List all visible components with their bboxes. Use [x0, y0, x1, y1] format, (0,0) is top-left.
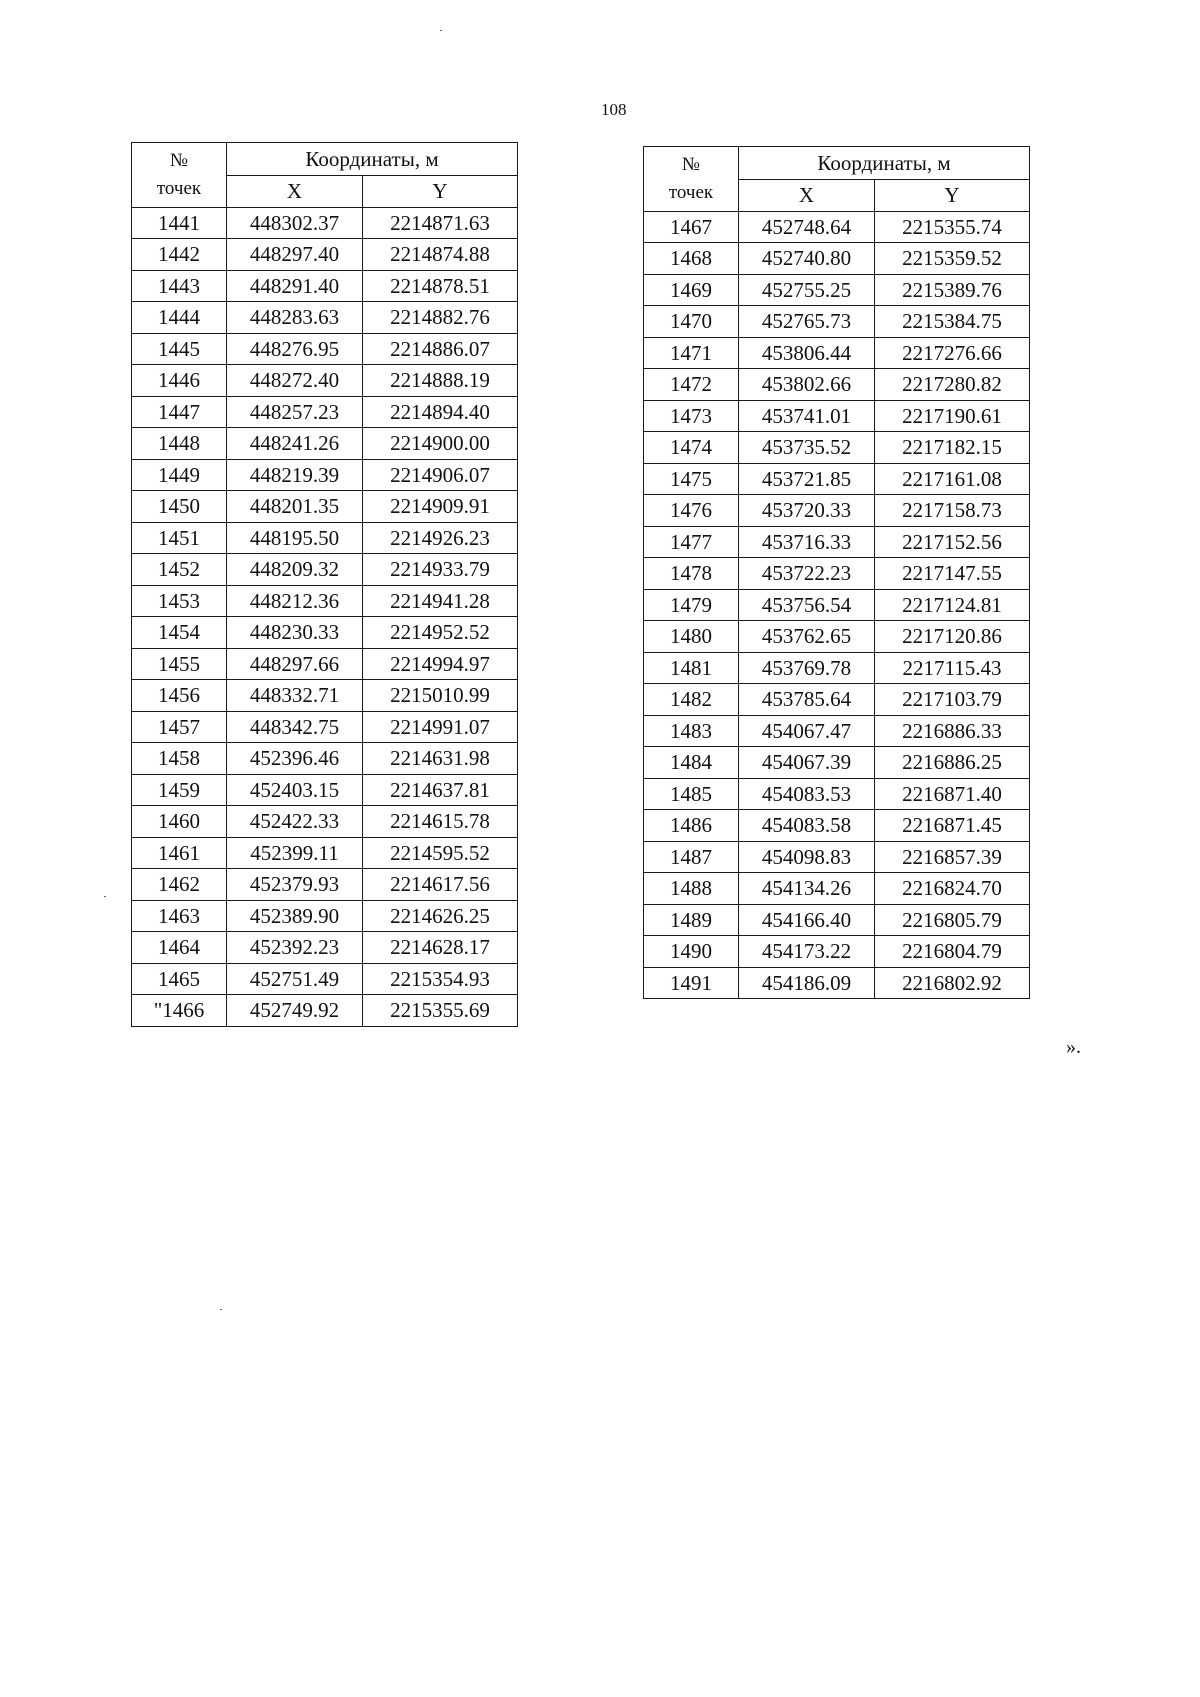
table-row	[132, 522, 518, 554]
x-coordinate-cell: 448332.71	[227, 680, 363, 712]
table-row	[644, 810, 1030, 842]
y-coordinate-cell: 2214595.52	[363, 837, 518, 869]
x-coordinate-cell: 448257.23	[227, 396, 363, 428]
y-coordinate-cell: 2215354.93	[363, 963, 518, 995]
point-number-cell: 1457	[132, 711, 227, 743]
scan-speck	[440, 30, 442, 31]
point-number-cell: 1471	[644, 337, 739, 369]
table-row	[644, 337, 1030, 369]
x-coordinate-cell: 452379.93	[227, 869, 363, 901]
table-row	[132, 302, 518, 334]
y-coordinate-cell: 2217147.55	[875, 558, 1030, 590]
y-coordinate-cell: 2216886.33	[875, 715, 1030, 747]
y-coordinate-cell: 2217280.82	[875, 369, 1030, 401]
table-row	[644, 400, 1030, 432]
y-coordinate-cell: 2214926.23	[363, 522, 518, 554]
point-number-cell: 1454	[132, 617, 227, 649]
table-row	[644, 621, 1030, 653]
y-coordinate-cell: 2214888.19	[363, 365, 518, 397]
point-number-cell: 1488	[644, 873, 739, 905]
point-number-cell: 1449	[132, 459, 227, 491]
x-coordinate-cell: 448241.26	[227, 428, 363, 460]
table-row	[132, 680, 518, 712]
table-body	[132, 207, 518, 1026]
point-number-header	[132, 143, 227, 208]
y-coordinate-cell: 2214933.79	[363, 554, 518, 586]
y-coordinate-cell: 2216871.45	[875, 810, 1030, 842]
table-row	[644, 463, 1030, 495]
point-number-word: точек	[156, 177, 202, 199]
table-row	[132, 617, 518, 649]
table-row	[644, 747, 1030, 779]
table-row	[132, 554, 518, 586]
point-number-cell: 1456	[132, 680, 227, 712]
x-coordinate-cell: 452740.80	[739, 243, 875, 275]
x-coordinate-cell: 452748.64	[739, 211, 875, 243]
y-coordinate-cell: 2217158.73	[875, 495, 1030, 527]
table-row	[644, 211, 1030, 243]
y-coordinate-cell: 2215359.52	[875, 243, 1030, 275]
table-row	[132, 900, 518, 932]
x-coordinate-cell: 452399.11	[227, 837, 363, 869]
point-number-cell: 1458	[132, 743, 227, 775]
table-row	[644, 715, 1030, 747]
point-number-cell: 1442	[132, 239, 227, 271]
y-coordinate-cell: 2215384.75	[875, 306, 1030, 338]
x-coordinate-cell: 454173.22	[739, 936, 875, 968]
table-body	[644, 211, 1030, 999]
x-coordinate-cell: 453756.54	[739, 589, 875, 621]
table-row	[644, 495, 1030, 527]
x-coordinate-cell: 454098.83	[739, 841, 875, 873]
y-coordinate-cell: 2217161.08	[875, 463, 1030, 495]
x-coordinate-cell: 452422.33	[227, 806, 363, 838]
coordinates-table-left	[131, 142, 518, 1027]
y-coordinate-cell: 2214941.28	[363, 585, 518, 617]
table-row	[644, 526, 1030, 558]
point-number-cell: 1469	[644, 274, 739, 306]
point-number-cell: 1482	[644, 684, 739, 716]
table-row	[644, 684, 1030, 716]
x-coordinate-cell: 453722.23	[739, 558, 875, 590]
point-number-cell: 1480	[644, 621, 739, 653]
table-row	[644, 306, 1030, 338]
x-coordinate-cell: 453785.64	[739, 684, 875, 716]
point-number-cell: 1446	[132, 365, 227, 397]
x-coordinate-cell: 448297.66	[227, 648, 363, 680]
x-coordinate-cell: 453720.33	[739, 495, 875, 527]
point-number-cell: 1485	[644, 778, 739, 810]
point-number-cell: 1452	[132, 554, 227, 586]
y-coordinate-cell: 2216804.79	[875, 936, 1030, 968]
x-coordinate-cell: 448209.32	[227, 554, 363, 586]
point-number-cell: 1483	[644, 715, 739, 747]
x-coordinate-cell: 448276.95	[227, 333, 363, 365]
x-coordinate-cell: 448291.40	[227, 270, 363, 302]
point-number-cell: 1465	[132, 963, 227, 995]
y-coordinate-cell: 2215355.74	[875, 211, 1030, 243]
x-coordinate-cell: 448342.75	[227, 711, 363, 743]
y-coordinate-cell: 2214991.07	[363, 711, 518, 743]
x-coordinate-cell: 452755.25	[739, 274, 875, 306]
point-number-cell: 1455	[132, 648, 227, 680]
y-coordinate-cell: 2214886.07	[363, 333, 518, 365]
table-row	[132, 491, 518, 523]
y-coordinate-cell: 2214628.17	[363, 932, 518, 964]
table-row	[132, 396, 518, 428]
y-column-header: Y	[875, 180, 1030, 212]
table-row	[132, 428, 518, 460]
y-coordinate-cell: 2214626.25	[363, 900, 518, 932]
y-coordinate-cell: 2214874.88	[363, 239, 518, 271]
point-number-cell: 1461	[132, 837, 227, 869]
y-coordinate-cell: 2214878.51	[363, 270, 518, 302]
x-coordinate-cell: 448219.39	[227, 459, 363, 491]
x-coordinate-cell: 448230.33	[227, 617, 363, 649]
y-coordinate-cell: 2217120.86	[875, 621, 1030, 653]
table-row	[644, 369, 1030, 401]
x-coordinate-cell: 452389.90	[227, 900, 363, 932]
y-coordinate-cell: 2217190.61	[875, 400, 1030, 432]
y-coordinate-cell: 2214900.00	[363, 428, 518, 460]
y-coordinate-cell: 2217115.43	[875, 652, 1030, 684]
table-row	[132, 333, 518, 365]
table-row	[132, 995, 518, 1027]
y-coordinate-cell: 2216886.25	[875, 747, 1030, 779]
table-row	[132, 837, 518, 869]
y-coordinate-cell: 2217152.56	[875, 526, 1030, 558]
x-coordinate-cell: 453769.78	[739, 652, 875, 684]
coordinates-table-right	[643, 146, 1030, 999]
y-coordinate-cell: 2215010.99	[363, 680, 518, 712]
point-number-cell: 1468	[644, 243, 739, 275]
point-number-cell: 1472	[644, 369, 739, 401]
point-number-cell: 1448	[132, 428, 227, 460]
x-column-header: X	[227, 176, 363, 208]
point-number-header	[644, 147, 739, 212]
y-coordinate-cell: 2214994.97	[363, 648, 518, 680]
point-number-cell: 1443	[132, 270, 227, 302]
x-coordinate-cell: 453802.66	[739, 369, 875, 401]
point-number-cell: 1473	[644, 400, 739, 432]
x-coordinate-cell: 453762.65	[739, 621, 875, 653]
y-coordinate-cell: 2214615.78	[363, 806, 518, 838]
x-coordinate-cell: 448297.40	[227, 239, 363, 271]
y-coordinate-cell: 2214952.52	[363, 617, 518, 649]
x-coordinate-cell: 453806.44	[739, 337, 875, 369]
table-row	[132, 774, 518, 806]
scan-speck	[104, 896, 106, 897]
point-number-cell: 1481	[644, 652, 739, 684]
point-number-cell: 1467	[644, 211, 739, 243]
table-row	[132, 585, 518, 617]
table-row	[132, 963, 518, 995]
point-number-cell: 1453	[132, 585, 227, 617]
x-coordinate-cell: 448201.35	[227, 491, 363, 523]
x-coordinate-cell: 448212.36	[227, 585, 363, 617]
table-row	[644, 936, 1030, 968]
point-number-cell: 1487	[644, 841, 739, 873]
y-coordinate-cell: 2214909.91	[363, 491, 518, 523]
point-number-cell: 1484	[644, 747, 739, 779]
x-coordinate-cell: 453721.85	[739, 463, 875, 495]
x-coordinate-cell: 452765.73	[739, 306, 875, 338]
table-row	[132, 270, 518, 302]
table-row	[644, 967, 1030, 999]
x-coordinate-cell: 454134.26	[739, 873, 875, 905]
table-row	[644, 873, 1030, 905]
point-number-cell: 1475	[644, 463, 739, 495]
point-number-cell: 1470	[644, 306, 739, 338]
x-coordinate-cell: 452749.92	[227, 995, 363, 1027]
point-number-cell: 1479	[644, 589, 739, 621]
table-row	[132, 648, 518, 680]
point-number-cell: 1459	[132, 774, 227, 806]
table-row	[132, 711, 518, 743]
point-number-cell: 1462	[132, 869, 227, 901]
table-row	[132, 459, 518, 491]
x-coordinate-cell: 453735.52	[739, 432, 875, 464]
point-number-cell: 1447	[132, 396, 227, 428]
point-number-cell: 1451	[132, 522, 227, 554]
coordinates-header: Координаты, м	[739, 147, 1030, 180]
point-number-cell: 1477	[644, 526, 739, 558]
point-number-cell: 1490	[644, 936, 739, 968]
x-coordinate-cell: 454186.09	[739, 967, 875, 999]
y-coordinate-cell: 2216824.70	[875, 873, 1030, 905]
x-coordinate-cell: 452392.23	[227, 932, 363, 964]
point-number-cell: 1486	[644, 810, 739, 842]
point-number-symbol: №	[169, 149, 189, 171]
point-number-word: точек	[668, 181, 714, 203]
point-number-cell: 1444	[132, 302, 227, 334]
table-row	[132, 207, 518, 239]
table-row	[644, 904, 1030, 936]
point-number-cell: 1445	[132, 333, 227, 365]
y-coordinate-cell: 2215355.69	[363, 995, 518, 1027]
point-number-cell: 1463	[132, 900, 227, 932]
y-coordinate-cell: 2217276.66	[875, 337, 1030, 369]
table-row	[132, 239, 518, 271]
y-column-header: Y	[363, 176, 518, 208]
point-number-cell: "1466	[132, 995, 227, 1027]
y-coordinate-cell: 2216871.40	[875, 778, 1030, 810]
x-coordinate-cell: 454166.40	[739, 904, 875, 936]
point-number-cell: 1491	[644, 967, 739, 999]
table-row	[644, 589, 1030, 621]
scan-speck	[220, 1309, 222, 1310]
x-coordinate-cell: 452396.46	[227, 743, 363, 775]
y-coordinate-cell: 2215389.76	[875, 274, 1030, 306]
table-row	[644, 558, 1030, 590]
table-row	[132, 932, 518, 964]
x-coordinate-cell: 448283.63	[227, 302, 363, 334]
point-number-cell: 1489	[644, 904, 739, 936]
y-coordinate-cell: 2214617.56	[363, 869, 518, 901]
y-coordinate-cell: 2214906.07	[363, 459, 518, 491]
y-coordinate-cell: 2214882.76	[363, 302, 518, 334]
table-row	[644, 243, 1030, 275]
table-row	[132, 743, 518, 775]
table-row	[132, 365, 518, 397]
x-coordinate-cell: 453716.33	[739, 526, 875, 558]
x-coordinate-cell: 448302.37	[227, 207, 363, 239]
point-number-cell: 1464	[132, 932, 227, 964]
y-coordinate-cell: 2214894.40	[363, 396, 518, 428]
x-coordinate-cell: 454067.47	[739, 715, 875, 747]
y-coordinate-cell: 2217124.81	[875, 589, 1030, 621]
point-number-cell: 1441	[132, 207, 227, 239]
table-row	[644, 778, 1030, 810]
point-number-cell: 1476	[644, 495, 739, 527]
table-row	[132, 869, 518, 901]
x-column-header: X	[739, 180, 875, 212]
point-number-cell: 1460	[132, 806, 227, 838]
y-coordinate-cell: 2217103.79	[875, 684, 1030, 716]
x-coordinate-cell: 448272.40	[227, 365, 363, 397]
table-row	[644, 274, 1030, 306]
point-number-symbol: №	[681, 153, 701, 175]
table-row	[132, 806, 518, 838]
closing-quote: ».	[1066, 1036, 1081, 1058]
point-number-cell: 1478	[644, 558, 739, 590]
x-coordinate-cell: 454083.53	[739, 778, 875, 810]
y-coordinate-cell: 2216857.39	[875, 841, 1030, 873]
y-coordinate-cell: 2216802.92	[875, 967, 1030, 999]
y-coordinate-cell: 2217182.15	[875, 432, 1030, 464]
x-coordinate-cell: 448195.50	[227, 522, 363, 554]
x-coordinate-cell: 452403.15	[227, 774, 363, 806]
x-coordinate-cell: 454067.39	[739, 747, 875, 779]
coordinates-header: Координаты, м	[227, 143, 518, 176]
x-coordinate-cell: 452751.49	[227, 963, 363, 995]
x-coordinate-cell: 454083.58	[739, 810, 875, 842]
y-coordinate-cell: 2214631.98	[363, 743, 518, 775]
y-coordinate-cell: 2216805.79	[875, 904, 1030, 936]
table-row	[644, 652, 1030, 684]
point-number-cell: 1474	[644, 432, 739, 464]
table-row	[644, 841, 1030, 873]
point-number-cell: 1450	[132, 491, 227, 523]
y-coordinate-cell: 2214871.63	[363, 207, 518, 239]
table-row	[644, 432, 1030, 464]
x-coordinate-cell: 453741.01	[739, 400, 875, 432]
page-number: 108	[601, 100, 627, 119]
y-coordinate-cell: 2214637.81	[363, 774, 518, 806]
